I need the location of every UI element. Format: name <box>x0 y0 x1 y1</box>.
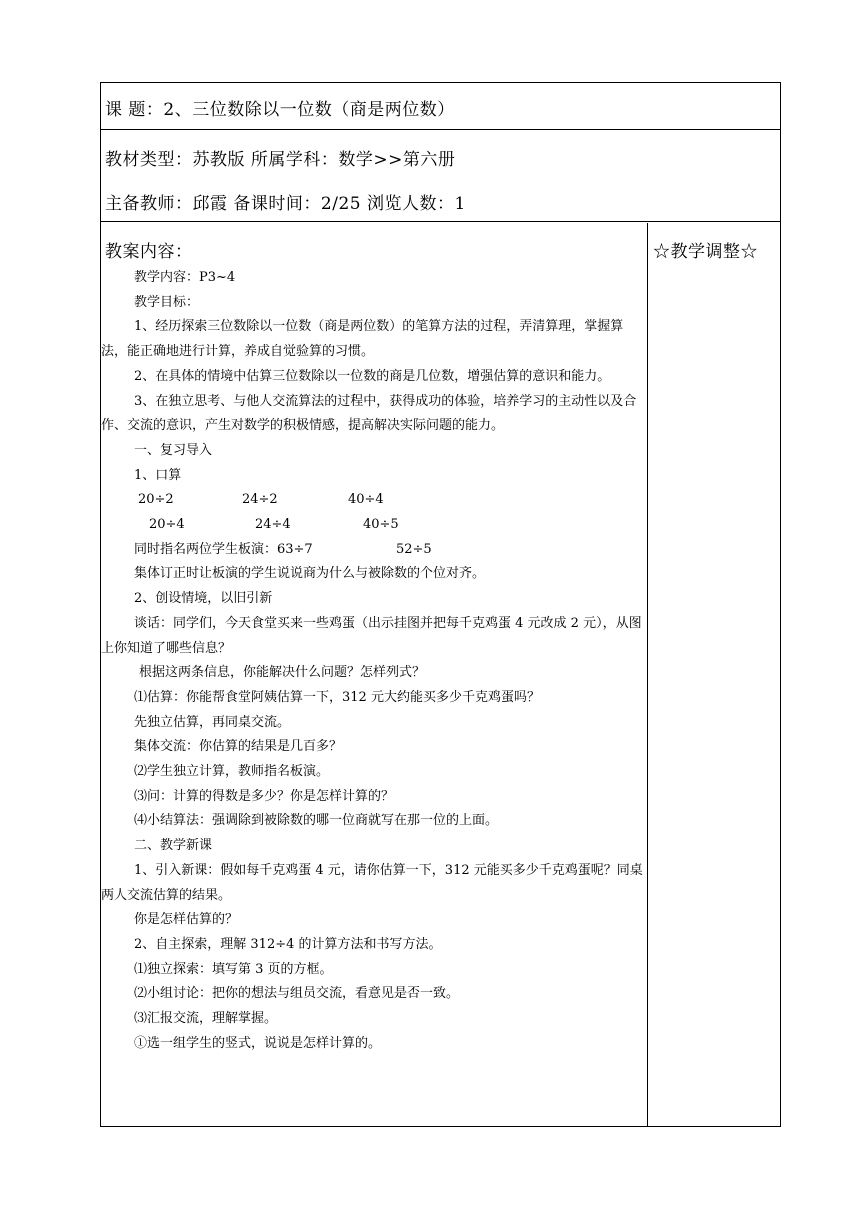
teacher-info: 主备教师：邱霞 备课时间：2/25 浏览人数：1 <box>105 194 466 214</box>
content-line: 3、在独立思考、与他人交流算法的过程中，获得成功的体验，培养学习的主动性以及合作、交流的意识，产生对数学的积极情感，提高解决实际问题的能力。 <box>101 393 637 434</box>
content-line <box>101 538 647 563</box>
content-text: 52÷5 <box>396 541 432 557</box>
column-divider <box>647 223 648 1126</box>
content-line: 1、经历探索三位数除以一位数（商是两位数）的笔算方法的过程，弄清算理，掌握算法，能正确地进行计算，养成自觉验算的习惯。 <box>101 319 624 360</box>
content-line: 2、创设情境，以旧引新 <box>134 591 273 607</box>
content-line: 教学目标： <box>134 294 200 310</box>
content-line: 先独立估算，再同桌交流。 <box>134 714 291 730</box>
textbook-info: 教材类型：苏教版 所属学科：数学>>第六册 <box>105 150 456 170</box>
content-line: 2、自主探索，理解 312÷4 的计算方法和书写方法。 <box>134 936 442 952</box>
content-line: ⑴估算：你能帮食堂阿姨估算一下，312 元大约能买多少千克鸡蛋吗？ <box>134 689 540 705</box>
calc-item: 40÷4 <box>348 492 384 508</box>
content-line: 集体订正时让板演的学生说说商为什么与被除数的个位对齐。 <box>134 566 486 582</box>
calc-item: 24÷4 <box>255 517 291 533</box>
content-line: 二、教学新课 <box>134 838 213 854</box>
calc-item: 40÷5 <box>363 517 399 533</box>
content-line: ①选一组学生的竖式，说说是怎样计算的。 <box>134 1035 382 1051</box>
calc-item: 20÷4 <box>149 517 185 533</box>
content-line: 集体交流：你估算的结果是几百多？ <box>134 739 343 755</box>
row-divider <box>101 221 780 222</box>
content-line: 谈话：同学们，今天食堂买来一些鸡蛋（出示挂图并把每千克鸡蛋 4 元改成 2 元），从图上你知道了哪些信息？ <box>101 615 642 656</box>
lesson-content <box>101 266 647 1057</box>
adjust-label: ☆教学调整☆ <box>653 242 758 262</box>
content-line: ⑵小组讨论：把你的想法与组员交流，看意见是否一致。 <box>134 986 460 1002</box>
content-line: ⑵学生独立计算，教师指名板演。 <box>134 764 330 780</box>
calc-item: 24÷2 <box>242 492 278 508</box>
content-line: 你是怎样估算的？ <box>134 912 239 928</box>
content-text: 同时指名两位学生板演：63÷7 <box>134 541 313 557</box>
lesson-plan-table <box>100 82 781 1127</box>
content-line: ⑴独立探索：填写第 3 页的方框。 <box>134 961 333 977</box>
content-line: 一、复习导入 <box>134 442 213 458</box>
content-line: 根据这两条信息，你能解决什么问题？怎样列式？ <box>139 665 426 681</box>
calc-item: 20÷2 <box>138 492 174 508</box>
content-line: ⑶问：计算的得数是多少？你是怎样计算的？ <box>134 788 395 804</box>
content-label: 教案内容： <box>105 242 193 262</box>
content-line: 1、口算 <box>134 467 182 483</box>
content-line: 2、在具体的情境中估算三位数除以一位数的商是几位数，增强估算的意识和能力。 <box>134 368 611 384</box>
calc-row <box>101 488 647 513</box>
content-line: 1、引入新课：假如每千克鸡蛋 4 元，请你估算一下，312 元能买多少千克鸡蛋呢？同桌两人交流估算的结果。 <box>101 862 643 903</box>
lesson-topic: 课 题：2、三位数除以一位数（商是两位数） <box>105 100 455 120</box>
content-line: ⑶汇报交流，理解掌握。 <box>134 1011 278 1027</box>
row-divider <box>101 129 780 130</box>
calc-row <box>101 513 647 538</box>
content-line: ⑷小结算法：强调除到被除数的哪一位商就写在那一位的上面。 <box>134 813 499 829</box>
content-line: 教学内容：P3~4 <box>134 270 236 285</box>
